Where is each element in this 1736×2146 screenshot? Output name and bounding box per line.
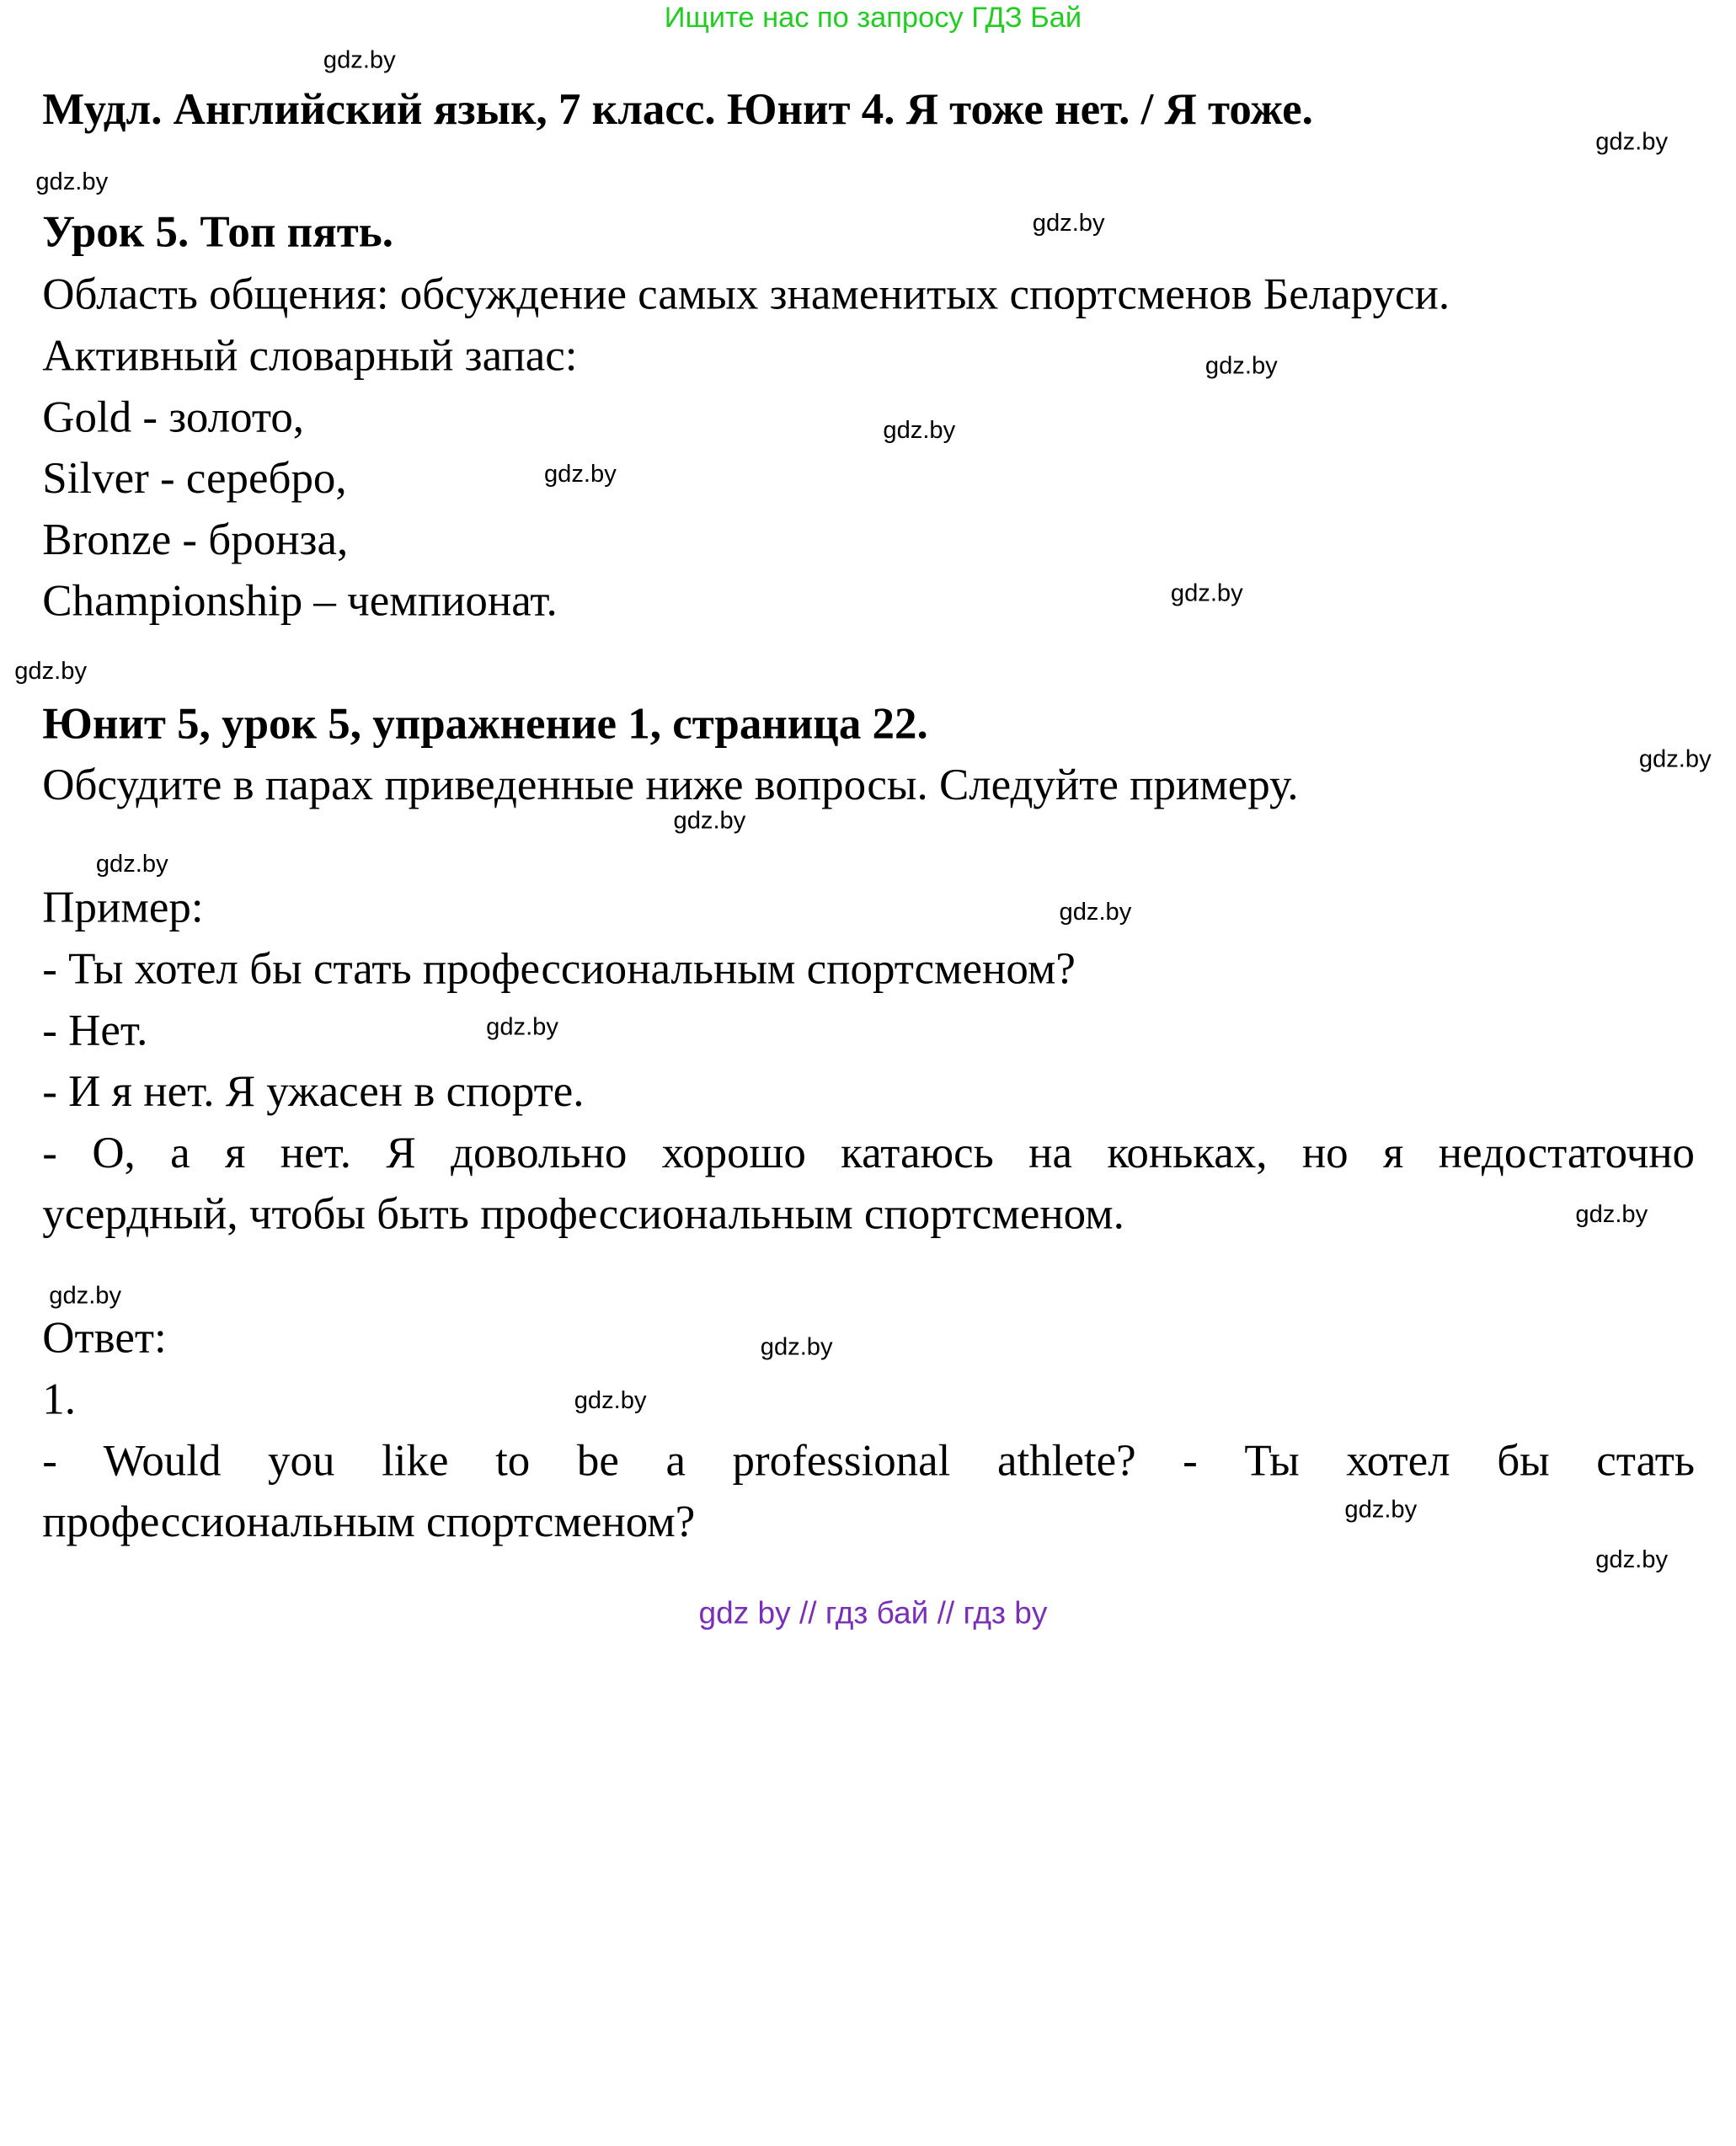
- watermark: gdz.by: [49, 1280, 122, 1310]
- watermark: gdz.by: [1059, 897, 1132, 926]
- exercise-heading: Юнит 5, урок 5, упражнение 1, страница 22.: [42, 697, 928, 749]
- watermark: gdz.by: [14, 656, 88, 685]
- footer-links: gdz by // гдз бай // гдз by: [698, 1595, 1048, 1631]
- watermark: gdz.by: [883, 415, 956, 444]
- search-hint-banner: Ищите нас по запросу ГДЗ Бай: [664, 0, 1082, 34]
- watermark: gdz.by: [543, 459, 617, 488]
- watermark: gdz.by: [574, 1385, 647, 1414]
- lesson-heading: Урок 5. Топ пять.: [42, 206, 393, 257]
- watermark: gdz.by: [1032, 208, 1105, 237]
- watermark: gdz.by: [1595, 1545, 1669, 1573]
- example-line: усердный, чтобы быть профессиональным спортсменом.: [42, 1188, 1124, 1239]
- answer-line: профессиональным спортсменом?: [42, 1496, 696, 1546]
- watermark: gdz.by: [1344, 1495, 1418, 1524]
- document-title: Мудл. Английский язык, 7 класс. Юнит 4. Я тоже нет. / Я тоже.: [42, 83, 1313, 134]
- answer-number: 1.: [42, 1373, 77, 1424]
- example-line: - Ты хотел бы стать профессиональным спортсменом?: [42, 942, 1076, 994]
- example-label: Пример:: [42, 882, 204, 932]
- watermark: gdz.by: [323, 45, 396, 74]
- example-line: - Нет.: [42, 1004, 148, 1055]
- watermark: gdz.by: [760, 1332, 833, 1360]
- exercise-instruction: Обсудите в парах приведенные ниже вопросы. Следуйте примеру.: [42, 759, 1299, 810]
- watermark: gdz.by: [1638, 745, 1712, 773]
- answer-label: Ответ:: [42, 1311, 167, 1363]
- watermark: gdz.by: [35, 167, 109, 195]
- watermark: gdz.by: [673, 806, 746, 835]
- communication-area: Область общения: обсуждение самых знаменитых спортсменов Беларуси.: [42, 269, 1450, 319]
- answer-line: - Would you like to be a professional athlete? - Ты хотел бы стать: [42, 1434, 1696, 1486]
- watermark: gdz.by: [95, 849, 168, 878]
- watermark: gdz.by: [1595, 126, 1669, 155]
- vocabulary-label: Активный словарный запас:: [42, 329, 578, 381]
- watermark: gdz.by: [1205, 350, 1278, 380]
- vocabulary-item: Championship – чемпионат.: [42, 575, 558, 626]
- watermark: gdz.by: [486, 1012, 558, 1041]
- vocabulary-item: Silver - серебро,: [42, 452, 347, 503]
- example-line: - И я нет. Я ужасен в спорте.: [42, 1065, 585, 1117]
- watermark: gdz.by: [1575, 1199, 1648, 1228]
- vocabulary-item: Gold - золото,: [42, 391, 305, 442]
- example-line: - О, а я нет. Я довольно хорошо катаюсь на коньках, но я недостаточно: [42, 1127, 1696, 1177]
- vocabulary-item: Bronze - бронза,: [42, 514, 349, 564]
- watermark: gdz.by: [1170, 579, 1243, 607]
